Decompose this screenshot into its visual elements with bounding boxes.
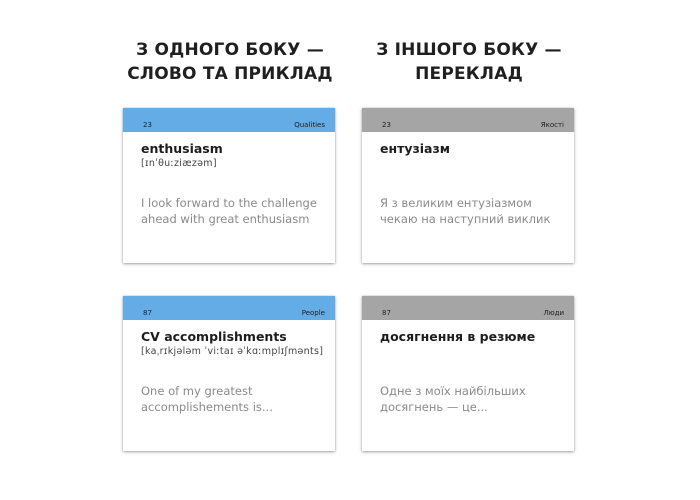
flashcard-front-accomplishments — [123, 296, 335, 451]
flashcard-front-enthusiasm — [123, 108, 335, 263]
example-line: Я з великим ентузіазмом — [380, 196, 532, 210]
card-example — [380, 195, 570, 227]
example-line: досягнень — це... — [380, 400, 488, 414]
card-category: Люди — [543, 309, 564, 317]
card-header-band — [123, 108, 335, 132]
card-category: People — [301, 309, 325, 317]
example-line: ahead with great enthusiasm — [141, 212, 310, 226]
card-word: досягнення в резюме — [380, 329, 536, 344]
example-line: accomplishements is... — [141, 400, 273, 414]
card-header-band — [362, 108, 574, 132]
card-number: 23 — [143, 121, 152, 129]
flashcard-back-accomplishments — [362, 296, 574, 451]
card-number: 87 — [382, 309, 391, 317]
card-number: 23 — [382, 121, 391, 129]
card-example — [141, 195, 331, 227]
heading-line: З ІНШОГО БОКУ — — [376, 40, 562, 60]
card-example — [141, 383, 331, 415]
heading-line: ПЕРЕКЛАД — [415, 64, 523, 84]
example-line: Одне з моїх найбільших — [380, 384, 526, 398]
card-pronunciation: [kaˌrɪkjələm ˈviːtaɪ əˈkɑːmplɪʃmənts] — [141, 346, 324, 357]
card-number: 87 — [143, 309, 152, 317]
flashcard-back-enthusiasm — [362, 108, 574, 263]
example-line: I look forward to the challenge — [141, 196, 317, 210]
card-header-band — [123, 296, 335, 320]
heading-line: СЛОВО ТА ПРИКЛАД — [127, 64, 333, 84]
card-word: ентузіазм — [380, 141, 450, 156]
card-example — [380, 383, 570, 415]
card-word: CV accomplishments — [141, 329, 287, 344]
card-pronunciation: [ɪnˈθuːziæzəm] — [141, 158, 217, 169]
example-line: чекаю на наступний виклик — [380, 212, 551, 226]
heading-line: З ОДНОГО БОКУ — — [136, 40, 324, 60]
example-line: One of my greatest — [141, 384, 253, 398]
card-word: enthusiasm — [141, 141, 223, 156]
front-side-heading — [115, 38, 345, 86]
card-category: Якості — [540, 121, 564, 129]
back-side-heading — [354, 38, 584, 86]
card-header-band — [362, 296, 574, 320]
card-category: Qualities — [294, 121, 325, 129]
